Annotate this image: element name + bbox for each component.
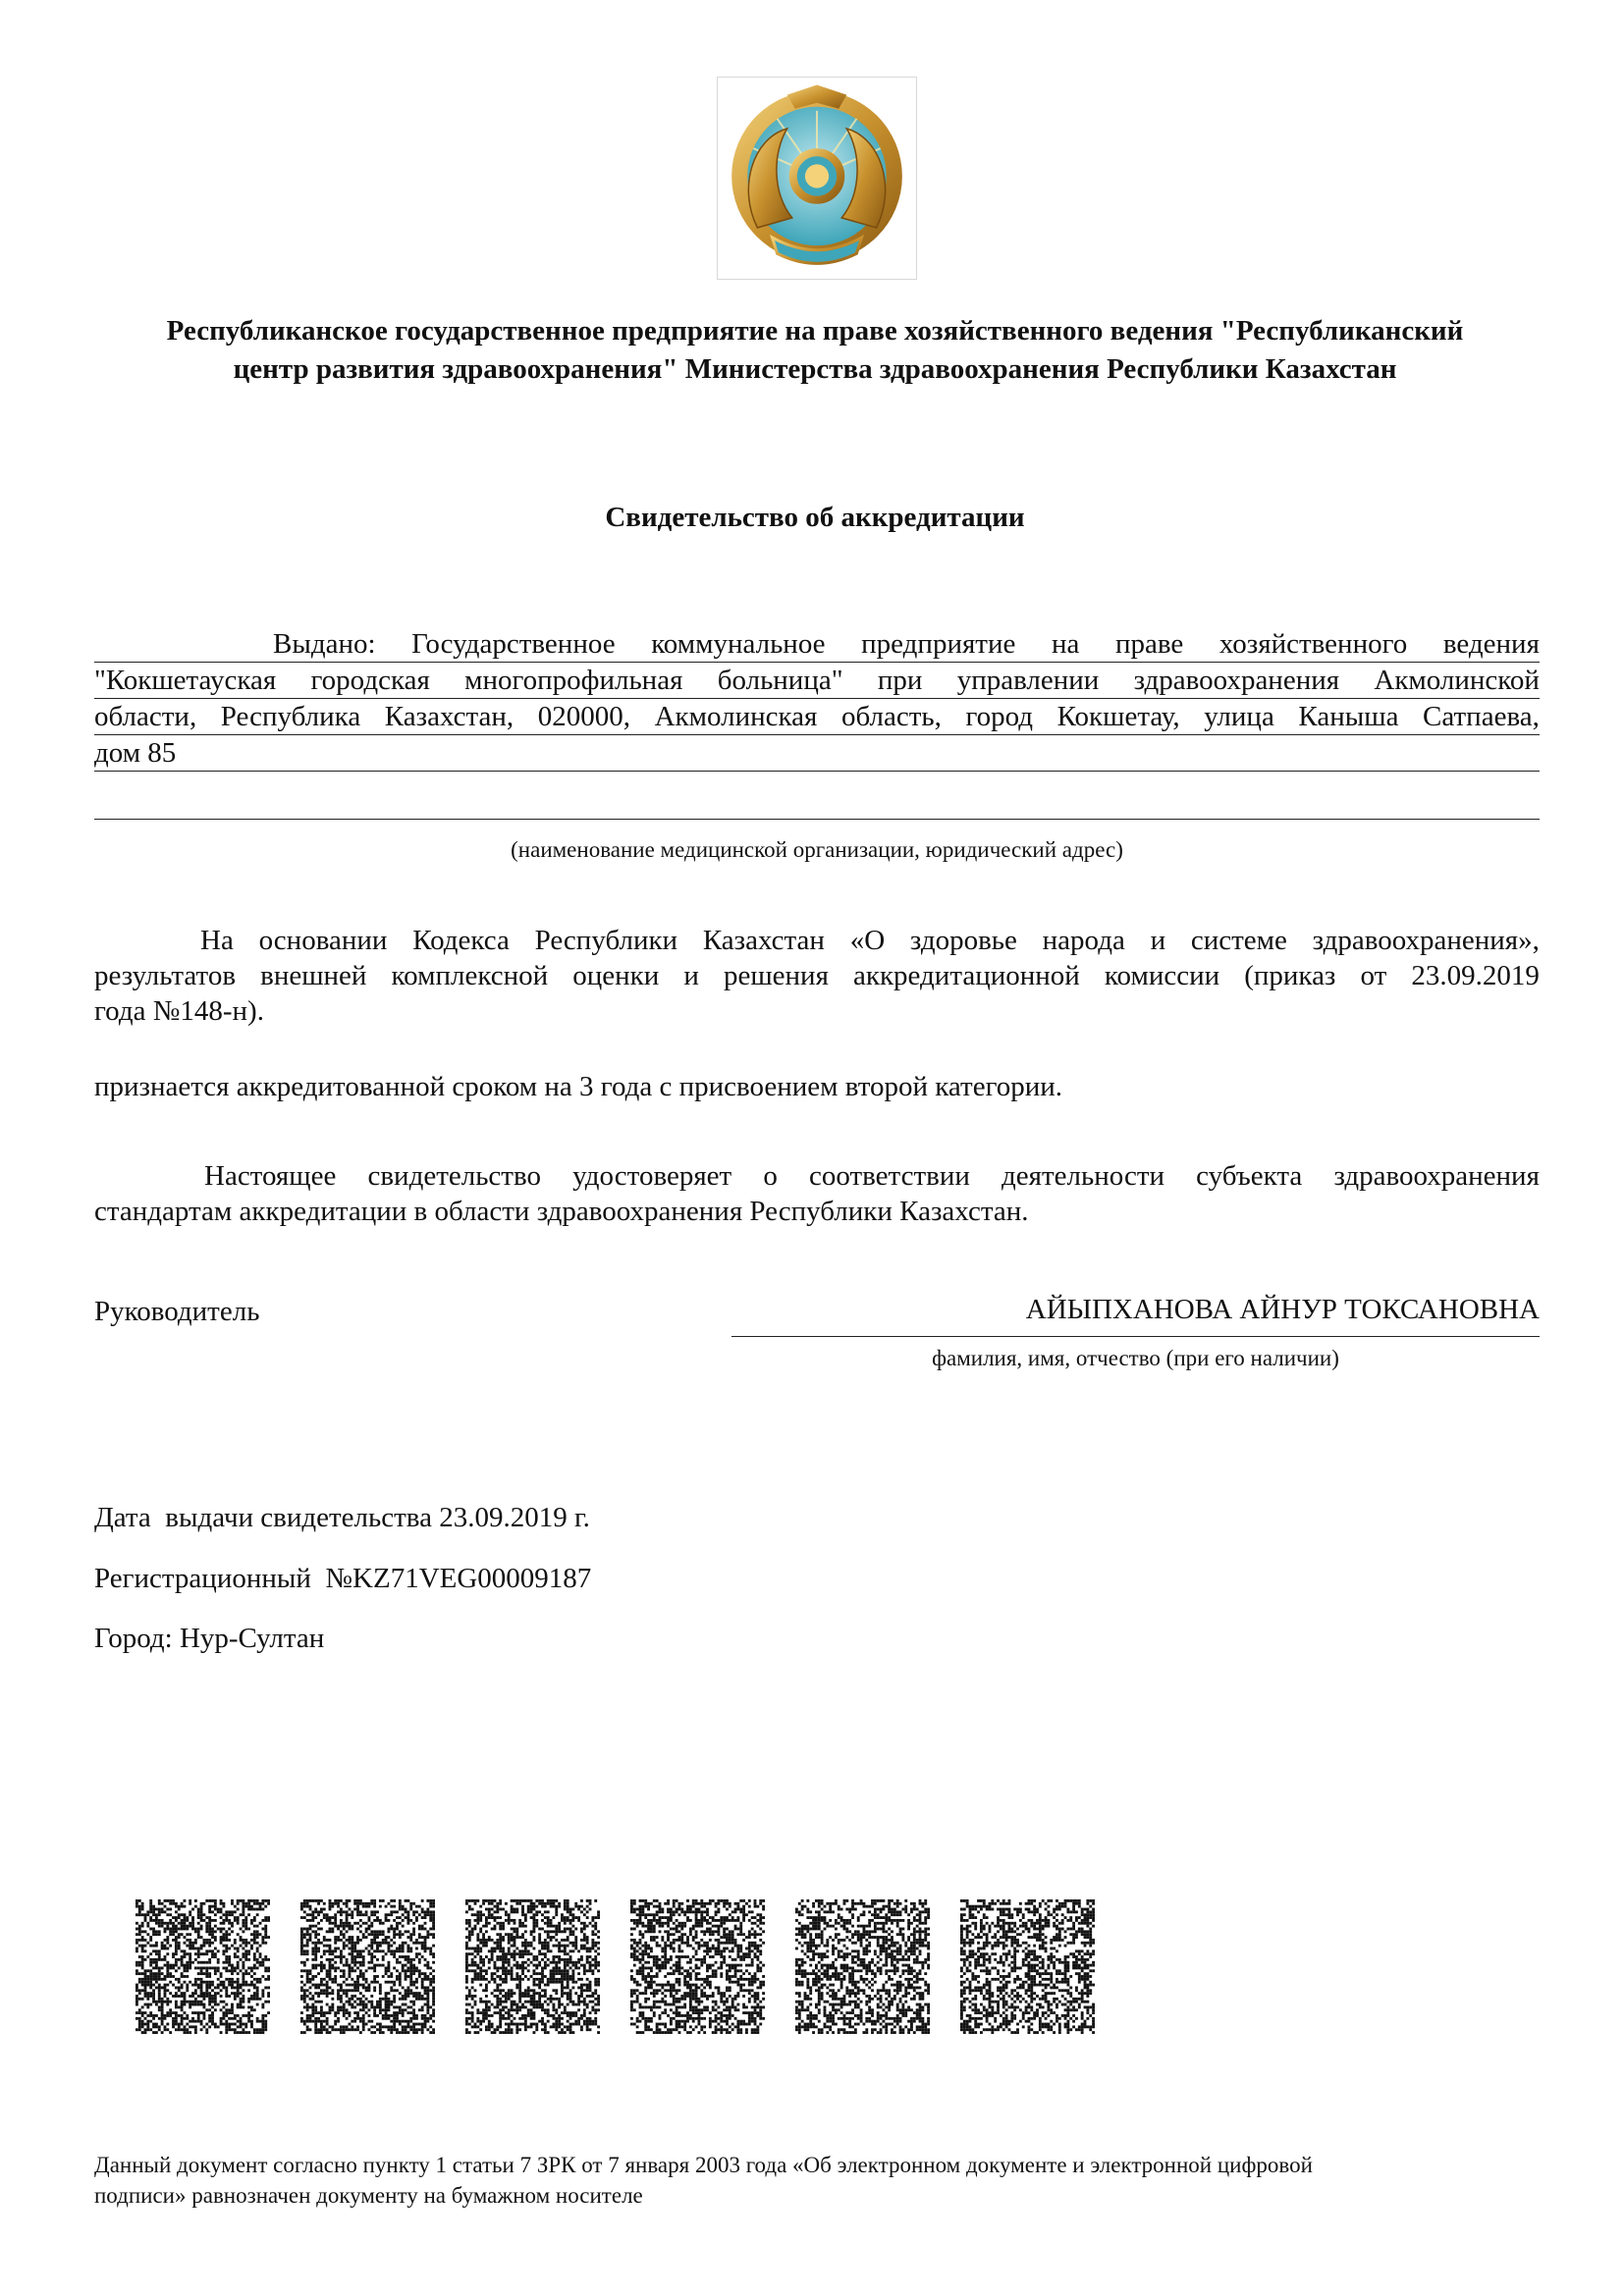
head-full-name: АЙЫПХАНОВА АЙНУР ТОКСАНОВНА (731, 1294, 1540, 1337)
basis-word: 23.09.2019 (1411, 960, 1540, 991)
head-name-caption: фамилия, имя, отчество (при его наличии) (932, 1346, 1339, 1370)
basis-word: и (1150, 925, 1166, 956)
issued-to-blank-line (94, 772, 1540, 820)
issued-word: Республика (220, 701, 361, 732)
issued-word: при (877, 665, 923, 696)
issued-word: праве (1115, 628, 1184, 660)
basis-word: системе (1190, 925, 1287, 956)
issued-word: коммунальное (651, 628, 826, 660)
issued-word: больница" (717, 665, 843, 696)
basis-word: внешней (260, 960, 367, 991)
certifies-paragraph (94, 1158, 1540, 1229)
basis-word: Казахстан (702, 925, 825, 956)
issued-to-line-1 (94, 626, 1540, 663)
qr-code-icon (795, 1899, 930, 2034)
certifies-word: удостоверяет (572, 1160, 732, 1192)
basis-word: На (200, 925, 234, 956)
issued-word: Акмолинская (654, 701, 818, 732)
certifies-line-1 (94, 1158, 1540, 1194)
issued-word: области, (94, 701, 197, 732)
issued-word: многопрофильная (464, 665, 683, 696)
recognition-text: признается аккредитованной сроком на 3 года с присвоением второй категории. (94, 1071, 1063, 1102)
basis-line-2 (94, 958, 1540, 993)
issuing-organization-line-2: центр развития здравоохранения" Министерства здравоохранения Республики Казахстан (233, 353, 1397, 385)
qr-code-icon (630, 1899, 765, 2034)
issue-date: Дата выдачи свидетельства 23.09.2019 г. (94, 1502, 590, 1533)
certifies-word: субъекта (1196, 1160, 1303, 1192)
issued-word: Государственное (411, 628, 616, 660)
document-title: Свидетельство об аккредитации (605, 502, 1025, 533)
head-role-label: Руководитель (94, 1296, 260, 1327)
state-emblem-icon (717, 77, 917, 280)
issued-to-line-2 (94, 663, 1540, 699)
basis-word: основании (258, 925, 388, 956)
basis-word: и (683, 960, 699, 991)
issued-word: предприятие (861, 628, 1016, 660)
basis-word: здравоохранения», (1312, 925, 1540, 956)
certifies-word: свидетельство (367, 1160, 541, 1192)
certifies-word: о (763, 1160, 778, 1192)
certifies-word: соответствии (809, 1160, 970, 1192)
qr-code-icon (300, 1899, 435, 2034)
basis-paragraph (94, 923, 1540, 1029)
basis-word: здоровье (909, 925, 1017, 956)
certifies-word: здравоохранения (1333, 1160, 1540, 1192)
issued-to-line-3 (94, 699, 1540, 735)
issued-word: здравоохранения (1133, 665, 1340, 696)
issued-word: улица (1204, 701, 1274, 732)
issuing-organization-line-1: Республиканское государственное предприятие на праве хозяйственного ведения "Республиканский (166, 315, 1464, 347)
basis-word: «О (849, 925, 886, 956)
issued-word: управлении (956, 665, 1100, 696)
basis-word: от (1360, 960, 1387, 991)
qr-code-icon (135, 1899, 270, 2034)
basis-word: комплексной (391, 960, 549, 991)
issued-word: городская (310, 665, 430, 696)
issued-word: Казахстан, (384, 701, 514, 732)
basis-word: (приказ (1244, 960, 1336, 991)
legal-footer-note (94, 2150, 1567, 2211)
qr-code-row (135, 1899, 1098, 2034)
issued-word: Каныша (1298, 701, 1399, 732)
basis-word: результатов (94, 960, 237, 991)
issued-house-number: дом 85 (94, 737, 177, 769)
basis-word: оценки (572, 960, 660, 991)
basis-word: комиссии (1104, 960, 1220, 991)
issuing-organization (88, 312, 1542, 389)
registration-number: Регистрационный №KZ71VEG00009187 (94, 1563, 592, 1594)
certifies-word: Настоящее (204, 1160, 337, 1192)
basis-line-1 (94, 923, 1540, 958)
issued-to-label: Выдано: (273, 628, 376, 660)
issued-word: хозяйственного (1218, 628, 1408, 660)
issued-word: "Кокшетауская (94, 665, 277, 696)
issue-city: Город: Нур-Султан (94, 1623, 325, 1654)
issued-word: на (1051, 628, 1080, 660)
qr-code-icon (465, 1899, 600, 2034)
qr-code-icon (960, 1899, 1095, 2034)
basis-word: аккредитационной (853, 960, 1080, 991)
issued-word: Сатпаева, (1423, 701, 1540, 732)
issued-word: 020000, (537, 701, 631, 732)
certifies-line-2: стандартам аккредитации в области здравоохранения Республики Казахстан. (94, 1196, 1029, 1227)
issued-word: область, (840, 701, 942, 732)
basis-line-3: года №148-н). (94, 995, 264, 1027)
legal-footer-line-2: подписи» равнозначен документу на бумажном носителе (94, 2183, 643, 2208)
basis-word: решения (723, 960, 829, 991)
issued-word: Кокшетау, (1056, 701, 1180, 732)
issued-to-caption: (наименование медицинской организации, юридический адрес) (511, 837, 1123, 862)
legal-footer-line-1: Данный документ согласно пункту 1 статьи 7 ЗРК от 7 января 2003 года «Об электронном документе и электронной цифровой (94, 2153, 1313, 2177)
issued-word: ведения (1442, 628, 1540, 660)
issued-word: город (965, 701, 1034, 732)
certifies-word: деятельности (1001, 1160, 1165, 1192)
issued-to-line-4 (94, 735, 1540, 772)
basis-word: народа (1042, 925, 1125, 956)
issued-to-block (94, 626, 1540, 820)
issued-word: Акмолинской (1374, 665, 1540, 696)
basis-word: Республики (534, 925, 678, 956)
basis-word: Кодекса (412, 925, 510, 956)
